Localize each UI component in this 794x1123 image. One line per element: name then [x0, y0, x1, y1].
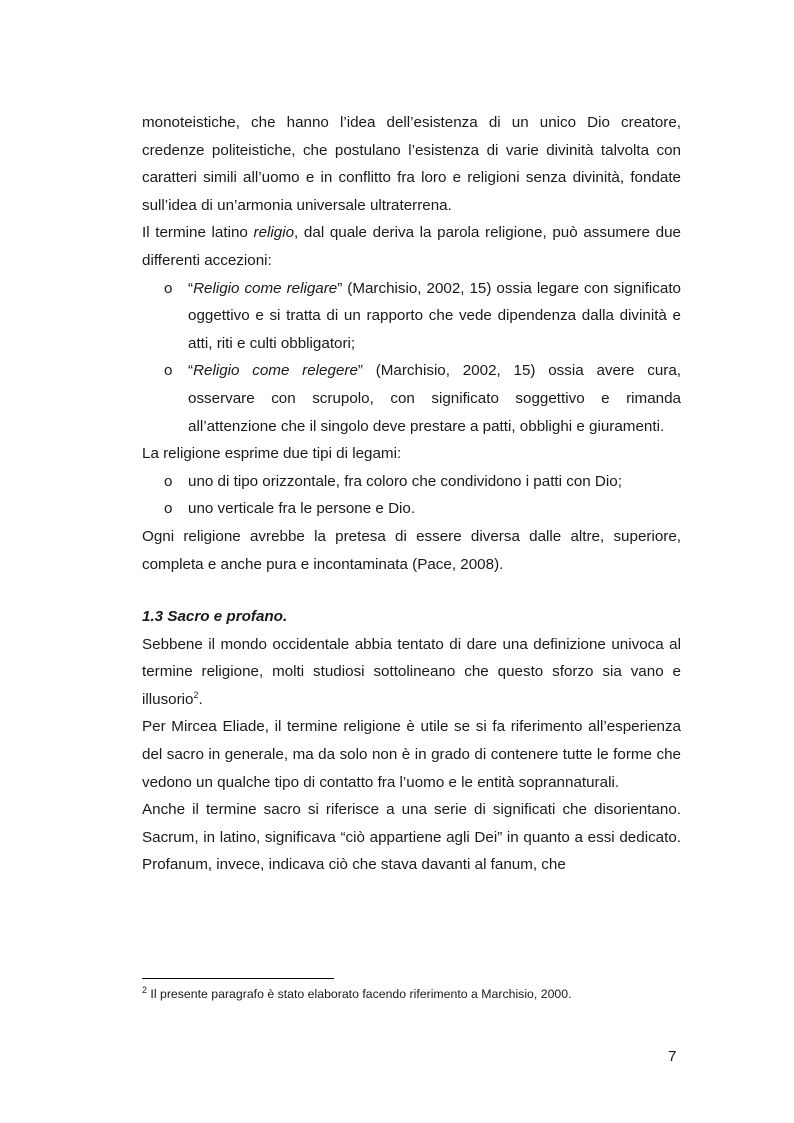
bullet-marker: o [164, 500, 173, 518]
quote-mark: “ [188, 279, 194, 297]
list-item-orizzontale [142, 468, 681, 496]
footnote [142, 986, 702, 1002]
list-item-rest: ” (Marchisio, 2002, 15) ossia avere cura, osservare con scrupolo, con significato soggettivo e rimanda all’attenzione che il singolo deve prestare a patti, obblighi e giuramenti. [188, 362, 681, 435]
bullet-marker: o [164, 279, 173, 297]
page-body [142, 109, 681, 879]
paragraph-occidentale [142, 631, 681, 714]
paragraph-religio-start: Il termine latino [142, 224, 254, 242]
quote-mark: “ [188, 362, 194, 380]
list-item-text [188, 275, 681, 358]
list-item-religare [142, 275, 681, 358]
paragraph-religio-end: , dal quale deriva la parola religione, può assumere due differenti accezioni: [142, 224, 681, 269]
footnote-reference[interactable]: 2 [193, 689, 199, 700]
bullet-marker: o [164, 472, 173, 490]
term-religio: religio [253, 224, 295, 242]
paragraph-sacrum: Anche il termine sacro si riferisce a una serie di significati che disorientano. Sacrum, in latino, significava “ciò appartiene agli Dei” in quanto a essi dedicato. Profanum, invece, indicava ciò che stava davanti al fanum, che [142, 801, 681, 874]
footnote-separator [142, 978, 334, 979]
list-item-relegere [142, 357, 681, 440]
list-item-text: uno verticale fra le persone e Dio. [188, 500, 416, 518]
list-item-rest: ” (Marchisio, 2002, 15) ossia legare con significato oggettivo e si tratta di un rapporto che vede dipendenza dalla divinità e atti, riti e culti obbligatori; [188, 279, 681, 352]
paragraph-religio [142, 219, 681, 274]
list-item-text: uno di tipo orizzontale, fra coloro che condividono i patti con Dio; [188, 472, 622, 490]
bullet-marker: o [164, 362, 173, 380]
paragraph-legami: La religione esprime due tipi di legami: [142, 445, 402, 463]
paragraph-occidentale-end: . [198, 690, 203, 708]
paragraph-intro: monoteistiche, che hanno l’idea dell’esistenza di un unico Dio creatore, credenze politeistiche, che postulano l’esistenza di varie divinità talvolta con caratteri simili all’uomo e in conflitto fra loro e religioni senza divinità, fondate sull’idea di un’armonia universale ultraterrena. [142, 114, 681, 214]
term-religare: Religio come religare [193, 279, 338, 297]
page-number: 7 [668, 1048, 677, 1065]
paragraph-occidentale-text: Sebbene il mondo occidentale abbia tentato di dare una definizione univoca al termine religione, molti studiosi sottolineano che questo sforzo sia vano e illusorio [142, 635, 681, 708]
footnote-number: 2 [142, 984, 148, 995]
paragraph-eliade: Per Mircea Eliade, il termine religione è utile se si fa riferimento all’esperienza del sacro in generale, ma da solo non è in grado di contenere tutte le forme che vedono un qualche tipo di contatto fra l’uomo e le entità soprannaturali. [142, 718, 681, 791]
footnote-text: Il presente paragrafo è stato elaborato facendo riferimento a Marchisio, 2000. [147, 987, 572, 1001]
term-relegere: Religio come relegere [193, 362, 358, 380]
list-item-verticale [142, 495, 681, 523]
section-heading: 1.3 Sacro e profano. [142, 608, 288, 626]
paragraph-pretesa: Ogni religione avrebbe la pretesa di essere diversa dalle altre, superiore, completa e anche pura e incontaminata (Pace, 2008). [142, 527, 681, 573]
list-item-text [188, 357, 681, 440]
